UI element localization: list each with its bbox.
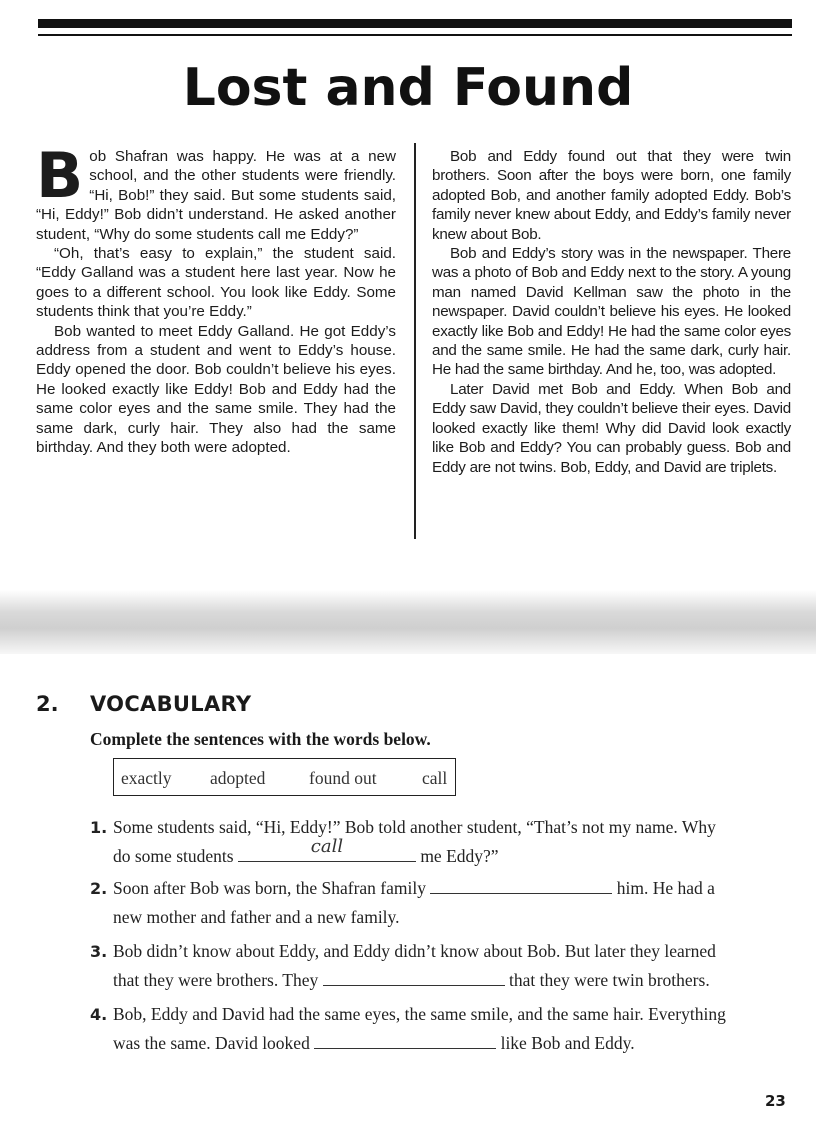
word-bank-item: call xyxy=(422,768,448,788)
question-text: him. He had a xyxy=(612,878,715,898)
question-text: that they were brothers. They xyxy=(113,970,323,990)
story-paragraph: Bob and Eddy’s story was in the newspaper. There was a photo of Bob and Eddy next to the story. A young man named David Kellman saw the photo in the newspaper. David couldn’t believe his eyes. He looked exactly like Bob and Eddy! He had the same color eyes and the same smile. He had the same dark, curly hair. He had the same birthday. And he, too, was adopted. xyxy=(432,245,791,379)
story-paragraph: Bob wanted to meet Eddy Galland. He got Eddy’s address from a student and went to Eddy’s house. Eddy opened the door. Bob couldn’t believe his eyes. He looked exactly like Eddy! Bob and Eddy had the same color eyes and the same smile. They had the same dark, curly hair. They also had the same birthday. And they both were adopted. xyxy=(36,322,396,457)
question-text: was the same. David looked xyxy=(113,1033,315,1053)
story-paragraph: Bob and Eddy found out that they were twin brothers. Soon after the boys were born, one family adopted Bob, and another family adopted Eddy. Bob’s family never knew about Eddy, and Eddy’s family never knew about Bob. xyxy=(432,148,791,243)
column-divider xyxy=(414,143,416,539)
section-number: 2. xyxy=(36,692,59,716)
story-paragraph: Later David met Bob and Eddy. When Bob and Eddy saw David, they couldn’t believe their eyes. David looked exactly like them! Why did David look exactly like Bob and Eddy? You can probably guess. Bob and Eddy are not twins. Bob, Eddy, and David are triplets. xyxy=(432,380,791,476)
question-text: new mother and father and a new family. xyxy=(113,907,400,927)
question-text: like Bob and Eddy. xyxy=(496,1033,635,1053)
exercise-instruction: Complete the sentences with the words below. xyxy=(90,729,431,749)
handwritten-answer: call xyxy=(310,836,344,857)
header-rule-thin xyxy=(38,34,792,36)
story-title: Lost and Found xyxy=(182,58,634,118)
question-text: Bob, Eddy and David had the same eyes, the same smile, and the same hair. Everything xyxy=(113,1004,726,1024)
question-number: 2. xyxy=(90,879,108,898)
page-number: 23 xyxy=(765,1092,786,1110)
question-text: Soon after Bob was born, the Shafran family xyxy=(113,878,431,898)
decorative-image-strip xyxy=(0,590,816,654)
word-bank-item: exactly xyxy=(121,768,172,788)
story-paragraph: Bob Shafran was happy. He was at a new school, and the other students were friendly. “Hi, Bob!” they said. But some students said, “Hi, Eddy!” Bob didn’t understand. He asked another student, “Why do some students call me Eddy?” xyxy=(36,139,396,243)
question-number: 4. xyxy=(90,1005,108,1024)
question-text: me Eddy?” xyxy=(415,846,499,866)
word-bank xyxy=(113,758,456,796)
question-number: 1. xyxy=(90,818,108,837)
story-column-right xyxy=(432,147,791,477)
word-bank-item: adopted xyxy=(210,768,266,788)
story-column-left xyxy=(36,139,396,458)
answer-blank[interactable] xyxy=(430,875,612,894)
question-number: 3. xyxy=(90,942,108,961)
drop-cap: B xyxy=(36,139,84,212)
question-text: do some students xyxy=(113,846,238,866)
story-paragraph: “Oh, that’s easy to explain,” the student said. “Eddy Galland was a student here last year. Now he goes to a different school. You look like Eddy. Some students think that you’re Eddy.” xyxy=(36,245,396,321)
section-title: VOCABULARY xyxy=(90,692,252,716)
question-text: Some students said, “Hi, Eddy!” Bob told another student, “That’s not my name. Why xyxy=(113,817,716,837)
question-text: that they were twin brothers. xyxy=(504,970,710,990)
question-text: Bob didn’t know about Eddy, and Eddy didn’t know about Bob. But later they learned xyxy=(113,941,716,961)
word-bank-item: found out xyxy=(309,768,377,788)
answer-blank[interactable] xyxy=(323,967,505,986)
header-rule-thick xyxy=(38,19,792,28)
answer-blank[interactable] xyxy=(238,836,416,862)
answer-blank[interactable] xyxy=(314,1030,496,1049)
